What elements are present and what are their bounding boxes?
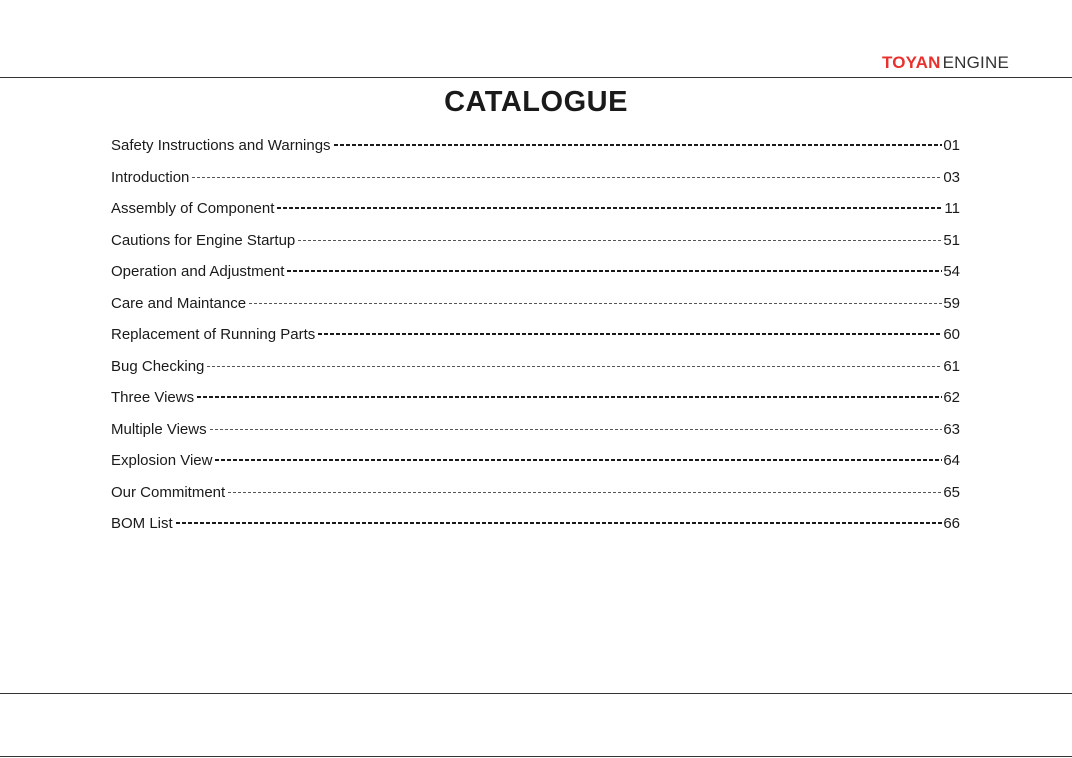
toc-entry-title: Introduction <box>111 168 190 186</box>
toc-entry-title: Replacement of Running Parts <box>111 326 316 343</box>
toc-dot-leader <box>249 303 942 304</box>
toc-entry[interactable] <box>111 512 960 544</box>
toc-entry-title: Cautions for Engine Startup <box>111 231 296 249</box>
toc-entry-page-number: 60 <box>943 326 960 343</box>
page-title: CATALOGUE <box>444 86 628 118</box>
toc-entry-page-number: 64 <box>943 452 960 469</box>
toc-dot-leader <box>176 522 943 524</box>
toc-entry-page-number: 03 <box>943 168 960 186</box>
toc-dot-leader <box>318 333 942 335</box>
toc-entry-page-number: 65 <box>943 483 960 501</box>
toc-dot-leader <box>197 396 942 398</box>
toc-entry-page-number: 54 <box>943 263 960 280</box>
toc-dot-leader <box>287 270 942 272</box>
toc-dot-leader <box>210 429 943 430</box>
toc-dot-leader <box>207 366 942 367</box>
toc-entry-page-number: 66 <box>943 515 960 532</box>
toc-entry-title: Our Commitment <box>111 483 226 501</box>
toc-entry-title: Three Views <box>111 389 195 406</box>
toc-entry[interactable] <box>111 323 960 355</box>
toc-dot-leader <box>215 459 942 461</box>
toc-entry-page-number: 11 <box>944 200 960 217</box>
bottom-divider <box>0 756 1072 757</box>
toc-dot-leader <box>277 207 943 209</box>
toc-entry-page-number: 61 <box>943 357 960 375</box>
toc-entry-title: Assembly of Component <box>111 200 275 217</box>
brand-name-part1: TOYAN <box>881 53 941 72</box>
brand-name-part2: ENGINE <box>942 53 1009 72</box>
toc-entry[interactable] <box>111 166 960 198</box>
toc-entry-title: Operation and Adjustment <box>111 263 285 280</box>
toc-entry-page-number: 59 <box>943 294 960 312</box>
toc-entry[interactable] <box>111 386 960 418</box>
footer-divider <box>0 693 1072 694</box>
toc-entry-title: Care and Maintance <box>111 294 247 312</box>
toc-entry-title: Bug Checking <box>111 357 205 375</box>
toc-entry[interactable] <box>111 292 960 324</box>
toc-dot-leader <box>192 177 942 178</box>
toc-dot-leader <box>298 240 942 241</box>
toc-dot-leader <box>228 492 942 493</box>
toc-entry[interactable] <box>111 449 960 481</box>
toc-entry[interactable] <box>111 418 960 450</box>
brand-logo <box>882 53 1009 73</box>
toc-entry[interactable] <box>111 481 960 513</box>
toc-entry-title: Safety Instructions and Warnings <box>111 137 331 154</box>
toc-entry[interactable] <box>111 260 960 292</box>
toc-entry-title: BOM List <box>111 515 173 532</box>
toc-entry-title: Explosion View <box>111 452 213 469</box>
toc-entry[interactable] <box>111 134 960 166</box>
table-of-contents <box>111 134 960 544</box>
header-divider <box>0 77 1072 78</box>
toc-entry-title: Multiple Views <box>111 420 207 438</box>
toc-entry-page-number: 01 <box>943 137 960 154</box>
toc-entry[interactable] <box>111 197 960 229</box>
toc-dot-leader <box>334 144 943 146</box>
toc-entry-page-number: 62 <box>943 389 960 406</box>
toc-entry[interactable] <box>111 355 960 387</box>
toc-entry[interactable] <box>111 229 960 261</box>
toc-entry-page-number: 51 <box>943 231 960 249</box>
toc-entry-page-number: 63 <box>943 420 960 438</box>
